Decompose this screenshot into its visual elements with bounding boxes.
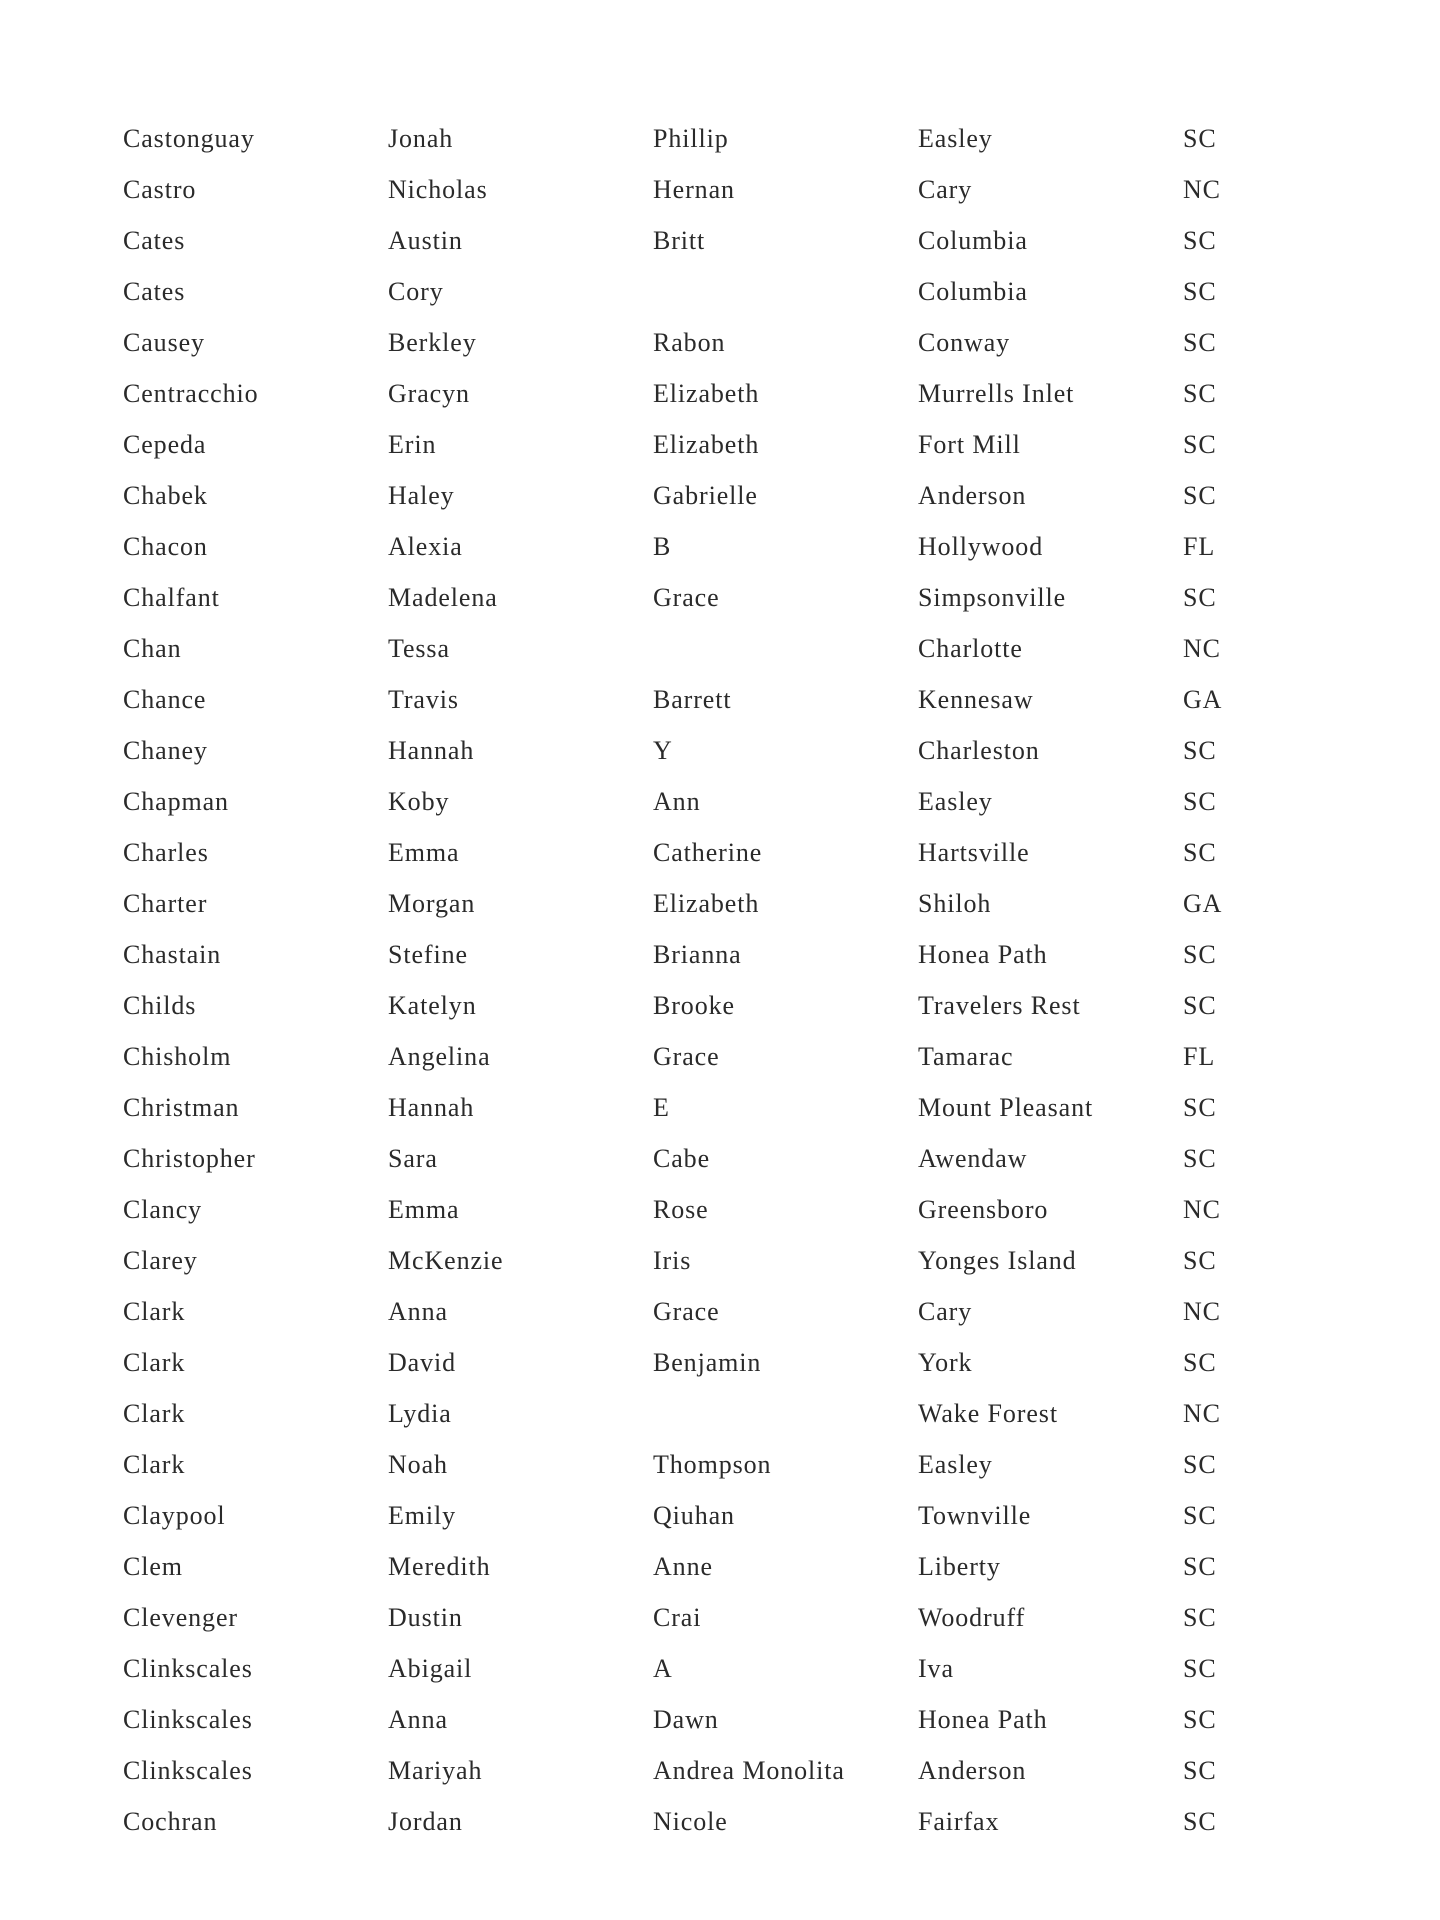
last-name: Cepeda — [123, 429, 207, 459]
city: Liberty — [918, 1551, 1001, 1581]
middle-name: Rabon — [653, 327, 726, 357]
state: NC — [1183, 1296, 1221, 1326]
middle-name: Benjamin — [653, 1347, 762, 1377]
last-name: Centracchio — [123, 378, 259, 408]
first-name: Alexia — [388, 531, 463, 561]
state: SC — [1183, 1755, 1217, 1785]
middle-name: Barrett — [653, 684, 732, 714]
last-name: Chan — [123, 633, 182, 663]
first-name: Jonah — [388, 123, 454, 153]
last-name: Clark — [123, 1296, 186, 1326]
state: SC — [1183, 1551, 1217, 1581]
last-name: Causey — [123, 327, 205, 357]
last-name: Chacon — [123, 531, 208, 561]
middle-name: Anne — [653, 1551, 713, 1581]
city: Fairfax — [918, 1806, 1000, 1836]
list-row — [123, 470, 1323, 521]
city: Awendaw — [918, 1143, 1028, 1173]
first-name: Emily — [388, 1500, 457, 1530]
last-name: Chalfant — [123, 582, 220, 612]
first-name: Lydia — [388, 1398, 452, 1428]
state: SC — [1183, 837, 1217, 867]
middle-name: E — [653, 1092, 670, 1122]
middle-name: Britt — [653, 225, 706, 255]
middle-name: Ann — [653, 786, 701, 816]
city: York — [918, 1347, 973, 1377]
first-name: Berkley — [388, 327, 477, 357]
city: Travelers Rest — [918, 990, 1081, 1020]
state: SC — [1183, 1704, 1217, 1734]
first-name: Stefine — [388, 939, 468, 969]
last-name: Castro — [123, 174, 197, 204]
state: SC — [1183, 990, 1217, 1020]
list-row — [123, 1541, 1323, 1592]
city: Hartsville — [918, 837, 1030, 867]
middle-name: Elizabeth — [653, 378, 760, 408]
middle-name: Qiuhan — [653, 1500, 735, 1530]
last-name: Charles — [123, 837, 209, 867]
first-name: David — [388, 1347, 457, 1377]
first-name: Abigail — [388, 1653, 473, 1683]
list-row — [123, 113, 1323, 164]
middle-name: A — [653, 1653, 673, 1683]
last-name: Cates — [123, 276, 186, 306]
city: Yonges Island — [918, 1245, 1077, 1275]
middle-name: Grace — [653, 1296, 720, 1326]
city: Tamarac — [918, 1041, 1014, 1071]
first-name: Sara — [388, 1143, 438, 1173]
first-name: Anna — [388, 1296, 448, 1326]
list-row — [123, 1439, 1323, 1490]
city: Murrells Inlet — [918, 378, 1075, 408]
last-name: Castonguay — [123, 123, 255, 153]
list-row — [123, 1643, 1323, 1694]
first-name: Austin — [388, 225, 463, 255]
last-name: Chapman — [123, 786, 229, 816]
first-name: Morgan — [388, 888, 476, 918]
middle-name: Grace — [653, 582, 720, 612]
last-name: Chastain — [123, 939, 222, 969]
state: SC — [1183, 1245, 1217, 1275]
list-row — [123, 776, 1323, 827]
first-name: Jordan — [388, 1806, 463, 1836]
name-list — [123, 113, 1323, 1847]
list-row — [123, 725, 1323, 776]
state: SC — [1183, 1653, 1217, 1683]
last-name: Clarey — [123, 1245, 198, 1275]
list-row — [123, 1337, 1323, 1388]
last-name: Claypool — [123, 1500, 226, 1530]
last-name: Clancy — [123, 1194, 203, 1224]
first-name: Emma — [388, 1194, 460, 1224]
middle-name: Hernan — [653, 174, 735, 204]
state: GA — [1183, 888, 1223, 918]
last-name: Chabek — [123, 480, 208, 510]
first-name: Cory — [388, 276, 444, 306]
city: Shiloh — [918, 888, 992, 918]
state: NC — [1183, 1194, 1221, 1224]
middle-name: B — [653, 531, 672, 561]
middle-name: Thompson — [653, 1449, 772, 1479]
middle-name: Andrea Monolita — [653, 1755, 845, 1785]
last-name: Clark — [123, 1347, 186, 1377]
first-name: Koby — [388, 786, 450, 816]
state: SC — [1183, 378, 1217, 408]
first-name: Madelena — [388, 582, 498, 612]
state: SC — [1183, 276, 1217, 306]
list-row — [123, 1694, 1323, 1745]
list-row — [123, 1592, 1323, 1643]
middle-name: Brooke — [653, 990, 735, 1020]
last-name: Clark — [123, 1398, 186, 1428]
state: SC — [1183, 735, 1217, 765]
list-row — [123, 1082, 1323, 1133]
city: Columbia — [918, 225, 1028, 255]
list-row — [123, 1388, 1323, 1439]
last-name: Charter — [123, 888, 208, 918]
state: SC — [1183, 327, 1217, 357]
middle-name: Iris — [653, 1245, 692, 1275]
state: SC — [1183, 1449, 1217, 1479]
city: Wake Forest — [918, 1398, 1058, 1428]
last-name: Cates — [123, 225, 186, 255]
list-row — [123, 827, 1323, 878]
list-row — [123, 929, 1323, 980]
list-row — [123, 674, 1323, 725]
state: SC — [1183, 225, 1217, 255]
last-name: Clevenger — [123, 1602, 238, 1632]
city: Columbia — [918, 276, 1028, 306]
city: Conway — [918, 327, 1011, 357]
city: Cary — [918, 1296, 973, 1326]
list-row — [123, 1745, 1323, 1796]
last-name: Chance — [123, 684, 207, 714]
state: SC — [1183, 1092, 1217, 1122]
last-name: Christopher — [123, 1143, 256, 1173]
state: SC — [1183, 1806, 1217, 1836]
list-row — [123, 215, 1323, 266]
state: NC — [1183, 633, 1221, 663]
state: SC — [1183, 429, 1217, 459]
list-row — [123, 1286, 1323, 1337]
city: Hollywood — [918, 531, 1044, 561]
city: Charleston — [918, 735, 1040, 765]
last-name: Cochran — [123, 1806, 218, 1836]
state: SC — [1183, 1143, 1217, 1173]
middle-name: Catherine — [653, 837, 763, 867]
middle-name: Elizabeth — [653, 429, 760, 459]
middle-name: Gabrielle — [653, 480, 758, 510]
middle-name: Dawn — [653, 1704, 719, 1734]
city: Cary — [918, 174, 973, 204]
first-name: Noah — [388, 1449, 448, 1479]
state: SC — [1183, 1500, 1217, 1530]
list-row — [123, 572, 1323, 623]
middle-name: Elizabeth — [653, 888, 760, 918]
list-row — [123, 623, 1323, 674]
list-row — [123, 1235, 1323, 1286]
city: Mount Pleasant — [918, 1092, 1094, 1122]
city: Townville — [918, 1500, 1032, 1530]
city: Easley — [918, 123, 993, 153]
list-row — [123, 368, 1323, 419]
city: Iva — [918, 1653, 954, 1683]
first-name: Angelina — [388, 1041, 491, 1071]
last-name: Childs — [123, 990, 197, 1020]
list-row — [123, 1184, 1323, 1235]
state: SC — [1183, 786, 1217, 816]
first-name: Mariyah — [388, 1755, 483, 1785]
middle-name: Cabe — [653, 1143, 711, 1173]
list-row — [123, 317, 1323, 368]
first-name: Travis — [388, 684, 459, 714]
city: Honea Path — [918, 939, 1048, 969]
list-row — [123, 1133, 1323, 1184]
city: Woodruff — [918, 1602, 1026, 1632]
list-row — [123, 419, 1323, 470]
first-name: Meredith — [388, 1551, 491, 1581]
list-row — [123, 980, 1323, 1031]
city: Fort Mill — [918, 429, 1021, 459]
middle-name: Brianna — [653, 939, 742, 969]
last-name: Clinkscales — [123, 1755, 253, 1785]
city: Charlotte — [918, 633, 1023, 663]
city: Easley — [918, 786, 993, 816]
first-name: Nicholas — [388, 174, 488, 204]
state: SC — [1183, 1602, 1217, 1632]
last-name: Clinkscales — [123, 1704, 253, 1734]
city: Honea Path — [918, 1704, 1048, 1734]
state: FL — [1183, 1041, 1216, 1071]
last-name: Chaney — [123, 735, 208, 765]
middle-name: Crai — [653, 1602, 702, 1632]
first-name: Hannah — [388, 735, 475, 765]
state: FL — [1183, 531, 1216, 561]
list-row — [123, 164, 1323, 215]
last-name: Christman — [123, 1092, 240, 1122]
city: Easley — [918, 1449, 993, 1479]
middle-name: Nicole — [653, 1806, 728, 1836]
first-name: Gracyn — [388, 378, 470, 408]
list-row — [123, 878, 1323, 929]
list-row — [123, 1031, 1323, 1082]
first-name: Haley — [388, 480, 455, 510]
middle-name: Phillip — [653, 123, 729, 153]
city: Kennesaw — [918, 684, 1034, 714]
state: SC — [1183, 1347, 1217, 1377]
city: Simpsonville — [918, 582, 1067, 612]
state: NC — [1183, 1398, 1221, 1428]
list-row — [123, 266, 1323, 317]
state: SC — [1183, 123, 1217, 153]
list-row — [123, 1490, 1323, 1541]
first-name: Erin — [388, 429, 437, 459]
last-name: Clinkscales — [123, 1653, 253, 1683]
state: SC — [1183, 582, 1217, 612]
first-name: McKenzie — [388, 1245, 504, 1275]
middle-name: Rose — [653, 1194, 709, 1224]
state: SC — [1183, 939, 1217, 969]
first-name: Hannah — [388, 1092, 475, 1122]
state: SC — [1183, 480, 1217, 510]
first-name: Dustin — [388, 1602, 463, 1632]
city: Anderson — [918, 480, 1027, 510]
first-name: Emma — [388, 837, 460, 867]
state: GA — [1183, 684, 1223, 714]
list-row — [123, 521, 1323, 572]
list-row — [123, 1796, 1323, 1847]
first-name: Tessa — [388, 633, 450, 663]
state: NC — [1183, 174, 1221, 204]
last-name: Chisholm — [123, 1041, 232, 1071]
last-name: Clem — [123, 1551, 183, 1581]
middle-name: Grace — [653, 1041, 720, 1071]
last-name: Clark — [123, 1449, 186, 1479]
first-name: Katelyn — [388, 990, 477, 1020]
first-name: Anna — [388, 1704, 448, 1734]
city: Anderson — [918, 1755, 1027, 1785]
city: Greensboro — [918, 1194, 1049, 1224]
middle-name: Y — [653, 735, 673, 765]
